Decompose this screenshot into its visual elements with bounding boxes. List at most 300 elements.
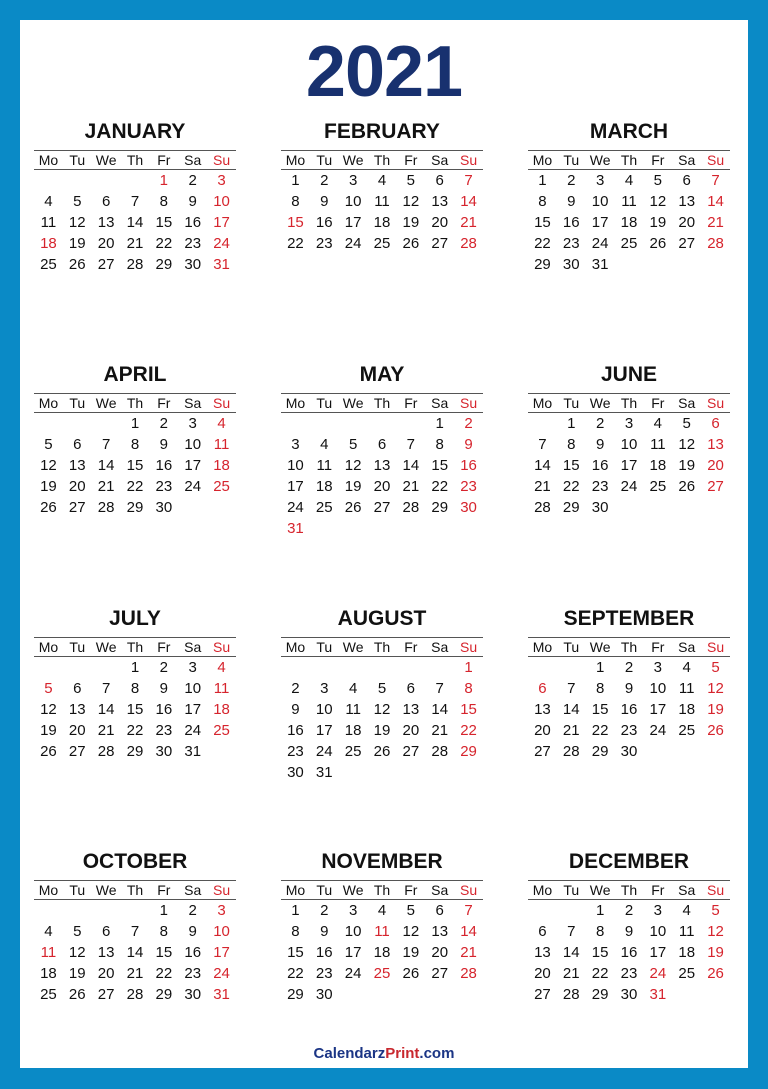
day-cell: 21 — [562, 965, 580, 982]
holiday-cell: 18 — [40, 235, 57, 252]
day-cell: 3 — [653, 659, 663, 676]
weekday-header — [281, 150, 483, 170]
weekday-label: Fr — [157, 152, 171, 168]
month-april — [34, 363, 236, 518]
day-cell: 4 — [44, 923, 53, 940]
weekday-label: Tu — [316, 882, 333, 898]
day-cell: 16 — [591, 457, 609, 474]
day-cell: 18 — [620, 214, 638, 231]
empty-cell — [528, 657, 557, 678]
sunday-cell: 31 — [213, 986, 230, 1003]
day-cell: 18 — [344, 722, 362, 739]
day-cell: 19 — [678, 457, 696, 474]
day-cell: 3 — [188, 415, 197, 432]
day-cell: 10 — [649, 680, 667, 697]
weekday-label: Su — [213, 395, 231, 411]
empty-cell — [121, 900, 150, 921]
empty-cell — [281, 657, 310, 678]
day-cell: 22 — [126, 478, 144, 495]
day-cell: 5 — [348, 436, 358, 453]
day-cell: 4 — [624, 172, 634, 189]
month-may — [281, 363, 483, 539]
day-cell: 9 — [188, 193, 197, 210]
sunday-cell: 20 — [707, 457, 724, 474]
day-cell: 25 — [620, 235, 638, 252]
empty-cell — [557, 900, 586, 921]
day-cell: 12 — [40, 457, 57, 474]
day-cell: 24 — [649, 722, 667, 739]
day-cell: 2 — [624, 902, 634, 919]
weekday-label: Sa — [431, 639, 449, 655]
empty-cell — [63, 170, 92, 191]
holiday-cell: 5 — [44, 680, 53, 697]
month-december — [528, 850, 730, 1005]
sunday-cell: 10 — [213, 193, 230, 210]
day-cell: 10 — [649, 923, 667, 940]
day-cell: 27 — [431, 235, 449, 252]
day-cell: 24 — [184, 478, 202, 495]
weekday-label: We — [589, 395, 611, 411]
day-cell: 25 — [678, 722, 696, 739]
day-cell: 23 — [155, 478, 173, 495]
sunday-cell: 21 — [460, 944, 477, 961]
day-grid — [528, 900, 730, 1005]
day-cell: 17 — [287, 478, 304, 495]
day-cell: 20 — [68, 478, 86, 495]
holiday-cell: 15 — [287, 214, 304, 231]
day-cell: 22 — [155, 965, 173, 982]
day-cell: 8 — [159, 923, 169, 940]
day-cell: 20 — [68, 722, 86, 739]
day-cell: 16 — [620, 944, 638, 961]
day-cell: 19 — [402, 944, 420, 961]
day-cell: 29 — [534, 256, 551, 273]
day-cell: 15 — [534, 214, 551, 231]
sunday-cell: 29 — [460, 743, 477, 760]
day-cell: 14 — [97, 457, 115, 474]
day-cell: 21 — [126, 235, 144, 252]
weekday-label: Su — [707, 639, 725, 655]
day-cell: 5 — [377, 680, 387, 697]
weekday-header — [34, 637, 236, 657]
day-cell: 14 — [126, 944, 144, 961]
day-cell: 8 — [291, 923, 300, 940]
day-cell: 18 — [40, 965, 57, 982]
day-cell: 30 — [155, 743, 173, 760]
day-cell: 7 — [435, 680, 444, 697]
weekday-label: Mo — [38, 395, 59, 411]
sunday-cell: 2 — [464, 415, 473, 432]
day-cell: 27 — [678, 235, 696, 252]
day-cell: 2 — [188, 902, 197, 919]
weekday-label: Mo — [532, 882, 553, 898]
day-cell: 21 — [431, 722, 449, 739]
day-cell: 13 — [97, 944, 115, 961]
day-cell: 8 — [567, 436, 576, 453]
day-cell: 1 — [159, 902, 169, 919]
day-cell: 7 — [567, 680, 576, 697]
empty-cell — [368, 413, 397, 434]
day-cell: 1 — [130, 415, 140, 432]
day-cell: 18 — [678, 701, 696, 718]
day-cell: 15 — [126, 457, 144, 474]
weekday-label: Su — [460, 152, 478, 168]
day-cell: 4 — [653, 415, 663, 432]
day-cell: 4 — [44, 193, 53, 210]
weekday-label: Th — [126, 152, 144, 168]
month-name: JANUARY — [84, 120, 186, 143]
day-cell: 17 — [184, 701, 202, 718]
day-cell: 26 — [649, 235, 667, 252]
day-cell: 20 — [534, 722, 551, 739]
day-cell: 4 — [682, 659, 691, 676]
holiday-cell: 1 — [159, 172, 169, 189]
day-cell: 6 — [538, 923, 547, 940]
day-cell: 2 — [595, 415, 605, 432]
month-name: JULY — [109, 607, 161, 630]
day-cell: 31 — [184, 743, 202, 760]
day-grid — [528, 413, 730, 518]
weekday-label: Mo — [38, 639, 59, 655]
day-cell: 5 — [682, 415, 691, 432]
day-cell: 12 — [344, 457, 362, 474]
day-cell: 2 — [320, 172, 329, 189]
day-cell: 8 — [435, 436, 444, 453]
day-cell: 9 — [291, 701, 300, 718]
site-credit — [20, 1045, 748, 1062]
day-cell: 19 — [402, 214, 420, 231]
empty-cell — [63, 413, 92, 434]
day-cell: 9 — [159, 680, 169, 697]
day-cell: 1 — [595, 902, 605, 919]
day-cell: 4 — [377, 172, 387, 189]
sunday-cell: 28 — [707, 235, 724, 252]
sunday-cell: 14 — [460, 193, 477, 210]
day-cell: 30 — [315, 986, 333, 1003]
day-cell: 9 — [188, 923, 197, 940]
day-cell: 9 — [159, 436, 169, 453]
day-cell: 16 — [155, 701, 173, 718]
day-cell: 26 — [402, 965, 420, 982]
empty-cell — [34, 413, 63, 434]
day-cell: 16 — [184, 214, 202, 231]
weekday-label: We — [95, 395, 117, 411]
day-cell: 3 — [624, 415, 634, 432]
empty-cell — [34, 170, 63, 191]
day-cell: 26 — [68, 256, 86, 273]
day-cell: 4 — [682, 902, 691, 919]
weekday-label: Mo — [532, 152, 553, 168]
day-cell: 6 — [73, 680, 82, 697]
day-cell: 28 — [534, 499, 551, 516]
day-cell: 4 — [348, 680, 358, 697]
day-cell: 29 — [126, 743, 144, 760]
credit-part-2: Print — [385, 1045, 420, 1062]
weekday-label: Sa — [184, 882, 202, 898]
empty-cell — [92, 170, 121, 191]
day-cell: 17 — [344, 944, 362, 961]
day-cell: 25 — [40, 986, 57, 1003]
day-cell: 23 — [591, 478, 609, 495]
day-cell: 3 — [291, 436, 300, 453]
sunday-cell: 26 — [707, 965, 724, 982]
empty-cell — [310, 413, 339, 434]
day-cell: 25 — [315, 499, 333, 516]
weekday-label: Su — [460, 395, 478, 411]
day-cell: 8 — [538, 193, 547, 210]
weekday-label: Th — [620, 152, 638, 168]
empty-cell — [34, 657, 63, 678]
weekday-label: Sa — [431, 152, 449, 168]
day-cell: 13 — [678, 193, 696, 210]
day-cell: 2 — [320, 902, 329, 919]
day-cell: 6 — [682, 172, 691, 189]
day-cell: 18 — [678, 944, 696, 961]
day-cell: 21 — [562, 722, 580, 739]
day-cell: 28 — [97, 499, 115, 516]
sunday-cell: 10 — [213, 923, 230, 940]
day-cell: 29 — [591, 986, 609, 1003]
month-name: SEPTEMBER — [563, 607, 695, 630]
day-cell: 15 — [591, 701, 609, 718]
weekday-label: Fr — [404, 882, 418, 898]
weekday-label: Tu — [69, 152, 86, 168]
day-cell: 5 — [73, 923, 82, 940]
day-cell: 30 — [184, 256, 202, 273]
day-cell: 5 — [44, 436, 53, 453]
day-cell: 19 — [649, 214, 667, 231]
day-cell: 6 — [435, 172, 444, 189]
weekday-header — [34, 880, 236, 900]
day-cell: 11 — [621, 193, 637, 210]
day-cell: 11 — [650, 436, 666, 453]
weekday-label: We — [342, 152, 364, 168]
weekday-label: Fr — [651, 882, 665, 898]
day-cell: 6 — [101, 923, 111, 940]
weekday-label: Fr — [157, 639, 171, 655]
calendar-sheet — [20, 20, 748, 1068]
weekday-label: Su — [460, 639, 478, 655]
weekday-label: Tu — [69, 639, 86, 655]
day-cell: 8 — [130, 680, 140, 697]
weekday-label: Su — [707, 152, 725, 168]
day-cell: 17 — [344, 214, 362, 231]
day-cell: 11 — [374, 193, 390, 210]
day-cell: 22 — [126, 722, 144, 739]
sunday-cell: 28 — [460, 235, 477, 252]
day-cell: 13 — [402, 701, 420, 718]
holiday-cell: 11 — [374, 923, 390, 940]
weekday-label: Th — [126, 882, 144, 898]
sunday-cell: 12 — [707, 923, 724, 940]
day-cell: 1 — [595, 659, 605, 676]
empty-cell — [339, 657, 368, 678]
day-cell: 13 — [373, 457, 391, 474]
day-cell: 6 — [406, 680, 416, 697]
weekday-header — [281, 880, 483, 900]
day-cell: 8 — [291, 193, 300, 210]
day-cell: 13 — [534, 701, 551, 718]
weekday-label: We — [589, 152, 611, 168]
day-cell: 3 — [348, 172, 358, 189]
day-cell: 6 — [377, 436, 387, 453]
day-cell: 29 — [431, 499, 449, 516]
day-cell: 24 — [287, 499, 304, 516]
day-cell: 20 — [97, 235, 115, 252]
day-cell: 24 — [344, 235, 362, 252]
weekday-label: Su — [213, 639, 231, 655]
day-cell: 6 — [435, 902, 444, 919]
weekday-header — [281, 393, 483, 413]
month-january — [34, 120, 236, 275]
day-cell: 13 — [534, 944, 551, 961]
day-cell: 10 — [591, 193, 609, 210]
day-cell: 10 — [315, 701, 333, 718]
sunday-cell: 4 — [217, 415, 226, 432]
sunday-cell: 11 — [213, 680, 230, 697]
empty-cell — [92, 900, 121, 921]
weekday-label: Th — [126, 639, 144, 655]
day-cell: 15 — [155, 944, 173, 961]
sunday-cell: 28 — [460, 965, 477, 982]
day-grid — [528, 170, 730, 275]
day-cell: 10 — [287, 457, 304, 474]
day-cell: 3 — [188, 659, 197, 676]
sunday-cell: 4 — [217, 659, 226, 676]
day-cell: 2 — [188, 172, 197, 189]
day-cell: 23 — [287, 743, 304, 760]
empty-cell — [92, 657, 121, 678]
sunday-cell: 5 — [711, 902, 720, 919]
weekday-label: Sa — [678, 882, 696, 898]
weekday-label: We — [95, 639, 117, 655]
weekday-label: Th — [373, 882, 391, 898]
empty-cell — [396, 657, 425, 678]
day-cell: 28 — [431, 743, 449, 760]
day-cell: 16 — [287, 722, 304, 739]
weekday-label: Sa — [678, 152, 696, 168]
month-june — [528, 363, 730, 518]
sunday-cell: 3 — [217, 172, 226, 189]
day-cell: 27 — [68, 499, 86, 516]
day-cell: 17 — [591, 214, 609, 231]
day-cell: 1 — [567, 415, 576, 432]
day-cell: 30 — [620, 986, 638, 1003]
day-cell: 19 — [40, 722, 57, 739]
month-name: DECEMBER — [568, 850, 690, 873]
sunday-cell: 25 — [213, 722, 230, 739]
day-cell: 15 — [287, 944, 304, 961]
day-cell: 30 — [184, 986, 202, 1003]
weekday-label: Sa — [184, 395, 202, 411]
day-cell: 14 — [534, 457, 551, 474]
day-cell: 29 — [562, 499, 580, 516]
weekday-label: Fr — [404, 152, 418, 168]
day-cell: 1 — [291, 902, 300, 919]
weekday-label: Sa — [678, 395, 696, 411]
day-cell: 22 — [155, 235, 173, 252]
day-cell: 7 — [130, 923, 140, 940]
day-cell: 31 — [591, 256, 609, 273]
day-cell: 29 — [591, 743, 609, 760]
day-cell: 29 — [287, 986, 304, 1003]
month-name: MAY — [359, 363, 405, 386]
month-july — [34, 607, 236, 762]
day-cell: 6 — [101, 193, 111, 210]
sunday-cell: 19 — [707, 701, 724, 718]
day-cell: 16 — [315, 214, 333, 231]
weekday-label: Mo — [285, 639, 306, 655]
weekday-label: Fr — [651, 639, 665, 655]
day-cell: 28 — [562, 743, 580, 760]
sunday-cell: 11 — [213, 436, 230, 453]
month-name: AUGUST — [337, 607, 427, 630]
day-cell: 22 — [287, 235, 304, 252]
day-cell: 5 — [406, 172, 416, 189]
holiday-cell: 31 — [649, 986, 667, 1003]
day-cell: 12 — [373, 701, 391, 718]
day-cell: 28 — [562, 986, 580, 1003]
weekday-header — [281, 637, 483, 657]
day-cell: 10 — [344, 193, 362, 210]
weekday-label: Su — [707, 395, 725, 411]
weekday-label: Tu — [563, 639, 580, 655]
day-cell: 20 — [431, 944, 449, 961]
day-cell: 24 — [591, 235, 609, 252]
weekday-label: Tu — [563, 152, 580, 168]
day-cell: 19 — [344, 478, 362, 495]
sunday-cell: 17 — [213, 944, 230, 961]
weekday-label: We — [342, 882, 364, 898]
day-cell: 27 — [534, 986, 551, 1003]
day-cell: 21 — [126, 965, 144, 982]
empty-cell — [339, 413, 368, 434]
day-cell: 7 — [101, 436, 111, 453]
day-cell: 27 — [402, 743, 420, 760]
day-cell: 23 — [620, 965, 638, 982]
day-cell: 28 — [126, 256, 144, 273]
day-cell: 10 — [344, 923, 362, 940]
day-cell: 19 — [373, 722, 391, 739]
day-cell: 9 — [320, 923, 329, 940]
day-cell: 7 — [567, 923, 576, 940]
weekday-label: Th — [620, 395, 638, 411]
weekday-label: Th — [126, 395, 144, 411]
sunday-cell: 12 — [707, 680, 724, 697]
weekday-label: We — [589, 639, 611, 655]
day-cell: 25 — [373, 235, 391, 252]
weekday-label: Tu — [316, 152, 333, 168]
sunday-cell: 17 — [213, 214, 230, 231]
sunday-cell: 8 — [464, 680, 473, 697]
day-cell: 23 — [315, 235, 333, 252]
day-cell: 2 — [567, 172, 576, 189]
empty-cell — [121, 170, 150, 191]
day-cell: 13 — [431, 193, 449, 210]
day-cell: 19 — [68, 965, 86, 982]
day-cell: 12 — [649, 193, 667, 210]
day-cell: 15 — [431, 457, 449, 474]
day-cell: 10 — [184, 680, 202, 697]
day-cell: 21 — [97, 722, 115, 739]
day-cell: 10 — [184, 436, 202, 453]
weekday-label: Fr — [404, 395, 418, 411]
day-cell: 29 — [155, 256, 173, 273]
weekday-label: We — [95, 882, 117, 898]
day-cell: 16 — [620, 701, 638, 718]
weekday-label: Tu — [69, 882, 86, 898]
weekday-label: Tu — [69, 395, 86, 411]
